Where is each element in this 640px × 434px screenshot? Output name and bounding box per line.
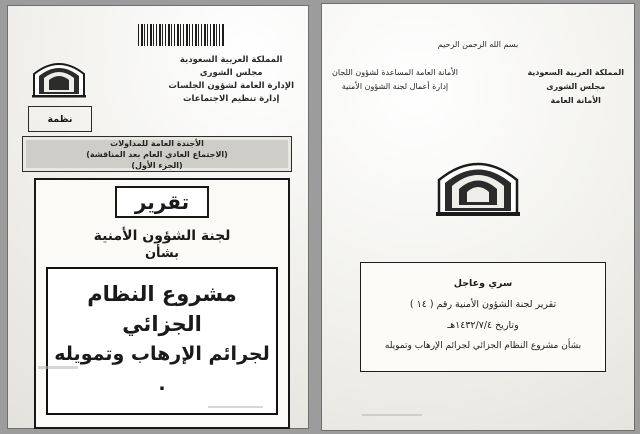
saudi-shura-emblem-icon [30, 56, 88, 98]
document-page-left [8, 6, 308, 428]
left-header-line-2: مجلس الشورى [199, 68, 263, 78]
report-date-line: وتاريخ ١٤٣٢/٧/٤هـ [447, 320, 519, 331]
confidential-report-box [360, 262, 606, 372]
subject-line-2: لجرائم الإرهاب وتمويله . [54, 343, 270, 395]
agenda-banner-line-2: (الاجتماع العادي العام بعد المناقشة) [86, 149, 228, 159]
scan-artifact [362, 414, 422, 416]
right-header-column-middle [332, 66, 458, 108]
scan-artifact [208, 406, 263, 408]
saudi-shura-emblem-icon [434, 152, 522, 218]
report-subject-box [46, 267, 278, 415]
document-page-right [322, 4, 634, 430]
agenda-banner-line-3: (الجزء الأول) [131, 160, 183, 170]
report-title-box [34, 178, 290, 429]
basmala-text: بسم الله الرحمن الرحيم [437, 40, 519, 49]
right-header-column-right [527, 66, 624, 108]
left-header-line-1: المملكة العربية السعودية [179, 55, 283, 65]
right-header-m-line-2: إدارة أعمال لجنة الشؤون الأمنية [341, 82, 449, 91]
right-header-r-line-2: مجلس الشورى [546, 82, 606, 91]
subject-line-1: مشروع النظام الجزائي [87, 282, 237, 336]
right-page-header [332, 66, 624, 108]
left-header-line-4: إدارة تنظيم الاجتماعات [183, 94, 280, 104]
subject-label: بشأن [144, 246, 180, 261]
agenda-banner [22, 136, 292, 172]
confidential-label: سري وعاجل [453, 278, 513, 289]
agenda-banner-line-1: الأجندة العامة للمداولات [110, 138, 204, 148]
left-page-header [168, 54, 294, 106]
right-header-m-line-1: الأمانة العامة المساعدة لشؤون اللجان [332, 68, 458, 77]
right-header-r-line-3: الأمانة العامة [550, 96, 601, 105]
barcode-icon [138, 24, 224, 46]
stamp-mark: نظمة [28, 106, 92, 132]
right-header-r-line-1: المملكة العربية السعودية [527, 68, 624, 77]
scan-artifact [38, 366, 78, 369]
left-header-line-3: الإدارة العامة لشؤون الجلسات [168, 81, 294, 91]
report-subject-line: بشأن مشروع النظام الجزائي لجرائم الإرهاب وتمويله [384, 341, 582, 351]
committee-name: لجنة الشؤون الأمنية [93, 228, 231, 244]
report-number-line: تقرير لجنة الشؤون الأمنية رقم ( ١٤ ) [409, 299, 557, 310]
report-label: تقرير [115, 186, 209, 218]
